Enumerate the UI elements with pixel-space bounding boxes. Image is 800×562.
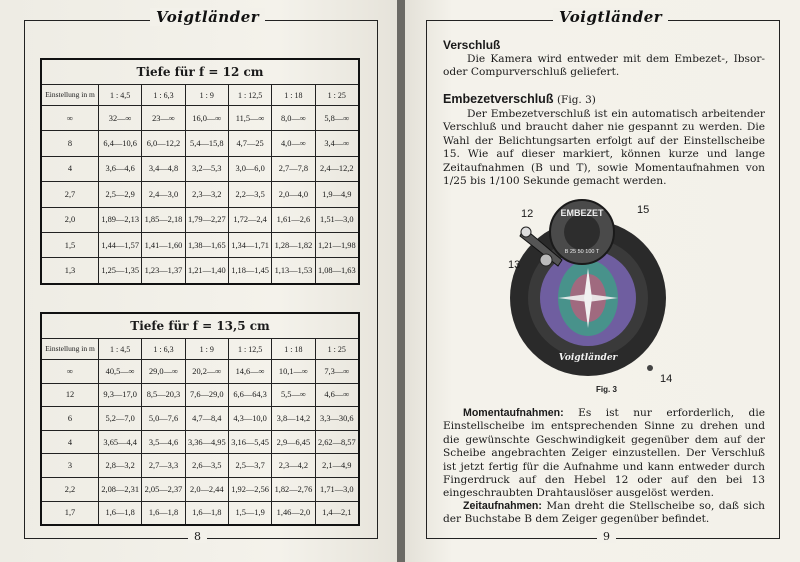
depth-range-cell: 1,6—1,8 bbox=[185, 501, 228, 525]
speed-dial-center bbox=[564, 214, 600, 250]
depth-range-cell: 2,62—8,57 bbox=[315, 430, 359, 454]
depth-range-cell: 5,4—15,8 bbox=[185, 131, 228, 156]
depth-range-cell: 3,65—4,4 bbox=[99, 430, 142, 454]
table-row bbox=[41, 501, 359, 525]
callout-14: 14 bbox=[660, 373, 673, 385]
depth-range-cell: 1,23—1,37 bbox=[142, 258, 185, 284]
column-header: 1 : 6,3 bbox=[142, 85, 185, 106]
depth-range-cell: 14,6—∞ bbox=[228, 360, 271, 384]
depth-range-cell: 1,71—3,0 bbox=[315, 477, 359, 501]
distance-cell: 6 bbox=[41, 407, 99, 431]
depth-range-cell: 2,1—4,9 bbox=[315, 454, 359, 478]
depth-range-cell: 3,16—5,45 bbox=[228, 430, 271, 454]
depth-range-cell: 5,2—7,0 bbox=[99, 407, 142, 431]
column-header: Einstellung in m bbox=[41, 85, 99, 106]
table-row bbox=[41, 232, 359, 257]
verschluss-heading: Verschluß bbox=[443, 38, 501, 52]
distance-cell: 3 bbox=[41, 454, 99, 478]
depth-range-cell: 1,92—2,56 bbox=[228, 477, 271, 501]
depth-range-cell: 2,5—2,9 bbox=[99, 182, 142, 207]
table-row bbox=[41, 430, 359, 454]
depth-range-cell: 4,7—8,4 bbox=[185, 407, 228, 431]
distance-cell: 1,5 bbox=[41, 232, 99, 257]
cable-release-socket bbox=[540, 254, 552, 266]
column-header: 1 : 6,3 bbox=[142, 339, 185, 360]
table-row bbox=[41, 477, 359, 501]
depth-range-cell: 20,2—∞ bbox=[185, 360, 228, 384]
depth-range-cell: 2,0—4,0 bbox=[272, 182, 315, 207]
table-row bbox=[41, 360, 359, 384]
table-title: Tiefe für f = 13,5 cm bbox=[41, 313, 359, 339]
embezet-shutter-illustration bbox=[500, 198, 673, 388]
figure-caption: Fig. 3 bbox=[596, 385, 617, 394]
verschluss-text: Die Kamera wird entweder mit dem Embezet-, Ibsor- oder Compurverschluß geliefert. bbox=[443, 53, 765, 79]
depth-range-cell: 2,4—3,0 bbox=[142, 182, 185, 207]
distance-cell: ∞ bbox=[41, 106, 99, 131]
depth-range-cell: 2,6—3,5 bbox=[185, 454, 228, 478]
table-row bbox=[41, 207, 359, 232]
depth-range-cell: 1,08—1,63 bbox=[315, 258, 359, 284]
dial-speeds: B 25 50 100 T bbox=[564, 249, 600, 255]
depth-range-cell: 2,0—2,44 bbox=[185, 477, 228, 501]
depth-range-cell: 2,5—3,7 bbox=[228, 454, 271, 478]
depth-range-cell: 5,5—∞ bbox=[272, 383, 315, 407]
moment-text: Es ist nur erforderlich, die Einstellscheibe im entsprechenden Sinne zu drehen und die gewünschte Geschwindigkeit gegenüber dem auf der Scheibe angebrachten Zeiger einzustellen. Der Verschluß ist jetzt fertig für die Aufnahme und kann entweder durch Fingerdruck auf den Hebel 12 oder auf den bei 13 eingeschraubten Drahtauslöser ausgelöst werden. bbox=[443, 407, 765, 500]
embezet-text: Der Embezetverschluß ist ein automatisch arbeitender Verschluß und braucht daher nie gespannt zu werden. Die Wahl der Belichtungsarten erfolgt auf der Einstellscheibe 15. Wie auf dieser markiert, können kurze und lange Zeitaufnahmen (B und T), sowie Momentaufnahmen von 1/25 bis 1/100 Sekunde gemacht werden. bbox=[443, 108, 765, 188]
depth-range-cell: 5,0—7,6 bbox=[142, 407, 185, 431]
depth-range-cell: 2,08—2,31 bbox=[99, 477, 142, 501]
depth-range-cell: 5,8—∞ bbox=[315, 106, 359, 131]
depth-range-cell: 1,4—2,1 bbox=[315, 501, 359, 525]
depth-range-cell: 6,4—10,6 bbox=[99, 131, 142, 156]
table-row bbox=[41, 106, 359, 131]
depth-range-cell: 4,7—25 bbox=[228, 131, 271, 156]
depth-range-cell: 2,7—3,3 bbox=[142, 454, 185, 478]
column-header: 1 : 4,5 bbox=[99, 85, 142, 106]
depth-range-cell: 1,44—1,57 bbox=[99, 232, 142, 257]
depth-range-cell: 3,4—4,8 bbox=[142, 156, 185, 181]
column-header: 1 : 9 bbox=[185, 85, 228, 106]
column-header: 1 : 4,5 bbox=[99, 339, 142, 360]
distance-cell: ∞ bbox=[41, 360, 99, 384]
depth-range-cell: 2,8—3,2 bbox=[99, 454, 142, 478]
depth-range-cell: 8,0—∞ bbox=[272, 106, 315, 131]
depth-range-cell: 1,41—1,60 bbox=[142, 232, 185, 257]
table-row bbox=[41, 454, 359, 478]
right-page-number: 9 bbox=[597, 530, 616, 543]
distance-cell: 2,7 bbox=[41, 182, 99, 207]
depth-range-cell: 2,2—3,5 bbox=[228, 182, 271, 207]
depth-range-cell: 3,36—4,95 bbox=[185, 430, 228, 454]
depth-range-cell: 1,21—1,40 bbox=[185, 258, 228, 284]
column-header: 1 : 9 bbox=[185, 339, 228, 360]
depth-range-cell: 1,18—1,45 bbox=[228, 258, 271, 284]
left-logo: Voigtländer bbox=[150, 8, 265, 26]
tripod-pin bbox=[647, 365, 653, 371]
depth-range-cell: 2,3—3,2 bbox=[185, 182, 228, 207]
zeit-text: Man dreht die Stellscheibe so, daß sich der Buchstabe B dem Zeiger gegenüber befindet. bbox=[443, 500, 765, 526]
table-row bbox=[41, 258, 359, 284]
lever-knob bbox=[521, 227, 531, 237]
column-header: Einstellung in m bbox=[41, 339, 99, 360]
left-page bbox=[0, 0, 397, 562]
depth-range-cell: 1,13—1,53 bbox=[272, 258, 315, 284]
depth-range-cell: 1,51—3,0 bbox=[315, 207, 359, 232]
depth-range-cell: 1,85—2,18 bbox=[142, 207, 185, 232]
depth-range-cell: 1,25—1,35 bbox=[99, 258, 142, 284]
moment-paragraph bbox=[443, 407, 765, 501]
depth-range-cell: 32—∞ bbox=[99, 106, 142, 131]
zeit-heading: Zeitaufnahmen: bbox=[463, 500, 542, 512]
depth-range-cell: 10,1—∞ bbox=[272, 360, 315, 384]
table-row bbox=[41, 383, 359, 407]
depth-range-cell: 3,2—5,3 bbox=[185, 156, 228, 181]
callout-13: 13 bbox=[508, 259, 521, 271]
depth-range-cell: 1,5—1,9 bbox=[228, 501, 271, 525]
depth-range-cell: 40,5—∞ bbox=[99, 360, 142, 384]
right-logo: Voigtländer bbox=[553, 8, 668, 26]
depth-range-cell: 8,5—20,3 bbox=[142, 383, 185, 407]
distance-cell: 4 bbox=[41, 430, 99, 454]
depth-range-cell: 4,0—∞ bbox=[272, 131, 315, 156]
depth-range-cell: 2,4—12,2 bbox=[315, 156, 359, 181]
depth-range-cell: 1,6—1,8 bbox=[99, 501, 142, 525]
depth-range-cell: 2,05—2,37 bbox=[142, 477, 185, 501]
moment-heading: Momentaufnahmen: bbox=[463, 407, 564, 419]
depth-range-cell: 4,3—10,0 bbox=[228, 407, 271, 431]
table-row bbox=[41, 407, 359, 431]
depth-range-cell: 1,72—2,4 bbox=[228, 207, 271, 232]
figure-reference: (Fig. 3) bbox=[556, 94, 596, 106]
depth-range-cell: 1,79—2,27 bbox=[185, 207, 228, 232]
depth-range-cell: 29,0—∞ bbox=[142, 360, 185, 384]
left-page-number: 8 bbox=[188, 530, 207, 543]
depth-range-cell: 3,6—4,6 bbox=[99, 156, 142, 181]
depth-range-cell: 23—∞ bbox=[142, 106, 185, 131]
depth-range-cell: 11,5—∞ bbox=[228, 106, 271, 131]
column-header: 1 : 25 bbox=[315, 339, 359, 360]
depth-range-cell: 16,0—∞ bbox=[185, 106, 228, 131]
dial-label: EMBEZET bbox=[560, 208, 604, 218]
depth-range-cell: 6,6—64,3 bbox=[228, 383, 271, 407]
distance-cell: 1,7 bbox=[41, 501, 99, 525]
depth-range-cell: 2,3—4,2 bbox=[272, 454, 315, 478]
depth-table-13-5cm bbox=[40, 312, 360, 526]
depth-table-12cm bbox=[40, 58, 360, 285]
table-row bbox=[41, 131, 359, 156]
depth-range-cell: 9,3—17,0 bbox=[99, 383, 142, 407]
depth-range-cell: 3,3—30,6 bbox=[315, 407, 359, 431]
depth-range-cell: 3,8—14,2 bbox=[272, 407, 315, 431]
depth-range-cell: 1,82—2,76 bbox=[272, 477, 315, 501]
embezet-heading bbox=[443, 92, 596, 106]
depth-range-cell: 3,0—6,0 bbox=[228, 156, 271, 181]
column-header: 1 : 18 bbox=[272, 339, 315, 360]
distance-cell: 12 bbox=[41, 383, 99, 407]
distance-cell: 2,2 bbox=[41, 477, 99, 501]
depth-range-cell: 1,21—1,98 bbox=[315, 232, 359, 257]
table-title: Tiefe für f = 12 cm bbox=[41, 59, 359, 85]
depth-range-cell: 3,5—4,6 bbox=[142, 430, 185, 454]
depth-range-cell: 1,28—1,82 bbox=[272, 232, 315, 257]
column-header: 1 : 25 bbox=[315, 85, 359, 106]
column-header: 1 : 12,5 bbox=[228, 339, 271, 360]
distance-cell: 1,3 bbox=[41, 258, 99, 284]
zeit-paragraph bbox=[443, 500, 765, 527]
depth-range-cell: 4,6—∞ bbox=[315, 383, 359, 407]
callout-15: 15 bbox=[637, 204, 650, 216]
depth-range-cell: 6,0—12,2 bbox=[142, 131, 185, 156]
depth-range-cell: 1,46—2,0 bbox=[272, 501, 315, 525]
table-row bbox=[41, 182, 359, 207]
depth-range-cell: 1,61—2,6 bbox=[272, 207, 315, 232]
embezet-heading-label: Embezetverschluß bbox=[443, 92, 554, 106]
distance-cell: 4 bbox=[41, 156, 99, 181]
depth-range-cell: 7,3—∞ bbox=[315, 360, 359, 384]
depth-range-cell: 1,6—1,8 bbox=[142, 501, 185, 525]
depth-range-cell: 1,9—4,9 bbox=[315, 182, 359, 207]
column-header: 1 : 18 bbox=[272, 85, 315, 106]
depth-range-cell: 1,38—1,65 bbox=[185, 232, 228, 257]
depth-range-cell: 3,4—∞ bbox=[315, 131, 359, 156]
depth-range-cell: 2,7—7,8 bbox=[272, 156, 315, 181]
depth-range-cell: 1,89—2,13 bbox=[99, 207, 142, 232]
column-header: 1 : 12,5 bbox=[228, 85, 271, 106]
callout-12: 12 bbox=[521, 208, 534, 220]
depth-range-cell: 1,34—1,71 bbox=[228, 232, 271, 257]
depth-range-cell: 7,6—29,0 bbox=[185, 383, 228, 407]
distance-cell: 8 bbox=[41, 131, 99, 156]
distance-cell: 2,0 bbox=[41, 207, 99, 232]
ring-brand: Voigtländer bbox=[558, 353, 618, 363]
table-row bbox=[41, 156, 359, 181]
depth-range-cell: 2,9—6,45 bbox=[272, 430, 315, 454]
